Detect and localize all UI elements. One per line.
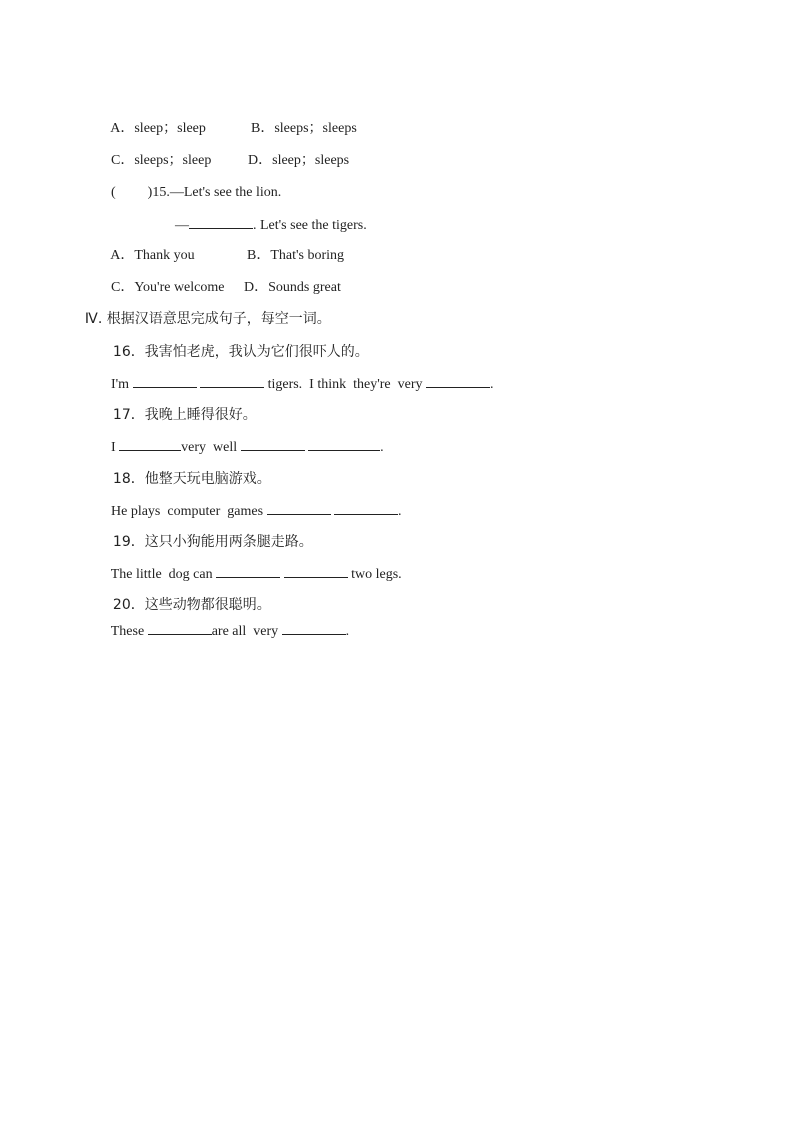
q16-text-1: I'm (111, 377, 130, 392)
q19-text-1: The little dog can (110, 567, 213, 582)
q14-option-c: sleeps；sleep (134, 153, 212, 168)
q15-prompt: —Let's see the lion. (169, 185, 282, 200)
section-instruction: 根据汉语意思完成句子，每空一词。 (106, 311, 331, 327)
q17-blank-3[interactable] (308, 438, 380, 451)
q14-option-c-label: C． (111, 153, 135, 168)
q19-blank-1[interactable] (216, 565, 280, 578)
q15-blank[interactable] (189, 216, 253, 229)
q14-option-b-wrap (244, 102, 357, 138)
q16-text-2: tigers. I think they're very (267, 377, 423, 392)
q15-question (104, 166, 281, 202)
q17-text-end: . (380, 440, 384, 455)
q18-number: 18． (112, 471, 145, 487)
q17-blank-1[interactable] (119, 438, 181, 451)
q16-number: 16． (112, 344, 145, 360)
q15-option-b: That's boring (270, 248, 345, 263)
q14-option-row-2 (104, 134, 211, 170)
q18-blank-2[interactable] (334, 502, 398, 515)
q15-option-d: Sounds great (268, 280, 341, 295)
q16-chinese (104, 325, 369, 361)
q17-blank-2[interactable] (241, 438, 305, 451)
q16-blank-2[interactable] (200, 375, 264, 388)
q15-response-tail: . Let's see the tigers. (253, 218, 367, 233)
q19-chinese (104, 515, 313, 551)
q20-number: 20． (112, 597, 145, 613)
q14-option-row-1 (104, 102, 206, 138)
q15-dash: — (175, 218, 189, 233)
q15-option-a-label: A． (110, 248, 135, 263)
q16-blank-1[interactable] (133, 375, 197, 388)
q15-paren-open: ( (111, 185, 116, 200)
q16-blank-3[interactable] (426, 375, 490, 388)
q14-option-a: sleep；sleep (134, 121, 206, 136)
q14-option-a-label: A． (110, 121, 135, 136)
q15-option-b-label: B． (247, 248, 271, 263)
q14-option-b-label: B． (251, 121, 275, 136)
section-heading (76, 292, 331, 328)
q18-chinese-text: 他整天玩电脑游戏。 (144, 471, 271, 487)
q18-text-1: He plays computer games (111, 504, 264, 519)
q17-chinese (104, 388, 257, 424)
q17-text-2: very well (181, 440, 238, 455)
section-numeral: Ⅳ. (84, 311, 103, 327)
q14-option-d-wrap (241, 134, 349, 170)
q19-text-2: two legs. (351, 567, 402, 582)
q17-number: 17． (112, 407, 145, 423)
q14-option-b: sleeps；sleeps (274, 121, 357, 136)
q17-text-1: I (111, 440, 116, 455)
q15-option-c-label: C． (111, 280, 135, 295)
q15-option-b-wrap (240, 229, 344, 265)
q20-text-1: These (110, 624, 145, 639)
q19-number: 19． (112, 534, 145, 550)
q20-chinese-text: 这些动物都很聪明。 (144, 597, 271, 613)
q15-number: )15. (147, 185, 170, 200)
q20-english (104, 604, 349, 641)
q20-blank-2[interactable] (282, 622, 346, 635)
q20-text-end: . (345, 624, 350, 639)
q15-option-d-label: D． (244, 280, 269, 295)
q16-chinese-text: 我害怕老虎，我认为它们很吓人的。 (144, 344, 369, 360)
q14-option-d: sleep；sleeps (272, 153, 350, 168)
q14-option-d-label: D． (248, 153, 273, 168)
q16-text-end: . (490, 377, 494, 392)
q18-chinese (104, 452, 271, 488)
q15-option-a: Thank you (134, 248, 195, 263)
q20-text-2: are all very (211, 624, 279, 639)
q15-option-row-1 (104, 229, 195, 265)
q19-blank-2[interactable] (284, 565, 348, 578)
q20-blank-1[interactable] (148, 622, 212, 635)
q18-blank-1[interactable] (267, 502, 331, 515)
q19-chinese-text: 这只小狗能用两条腿走路。 (144, 534, 313, 550)
q17-chinese-text: 我晚上睡得很好。 (144, 407, 257, 423)
q18-text-end: . (398, 504, 402, 519)
q15-option-c: You're welcome (134, 280, 225, 295)
